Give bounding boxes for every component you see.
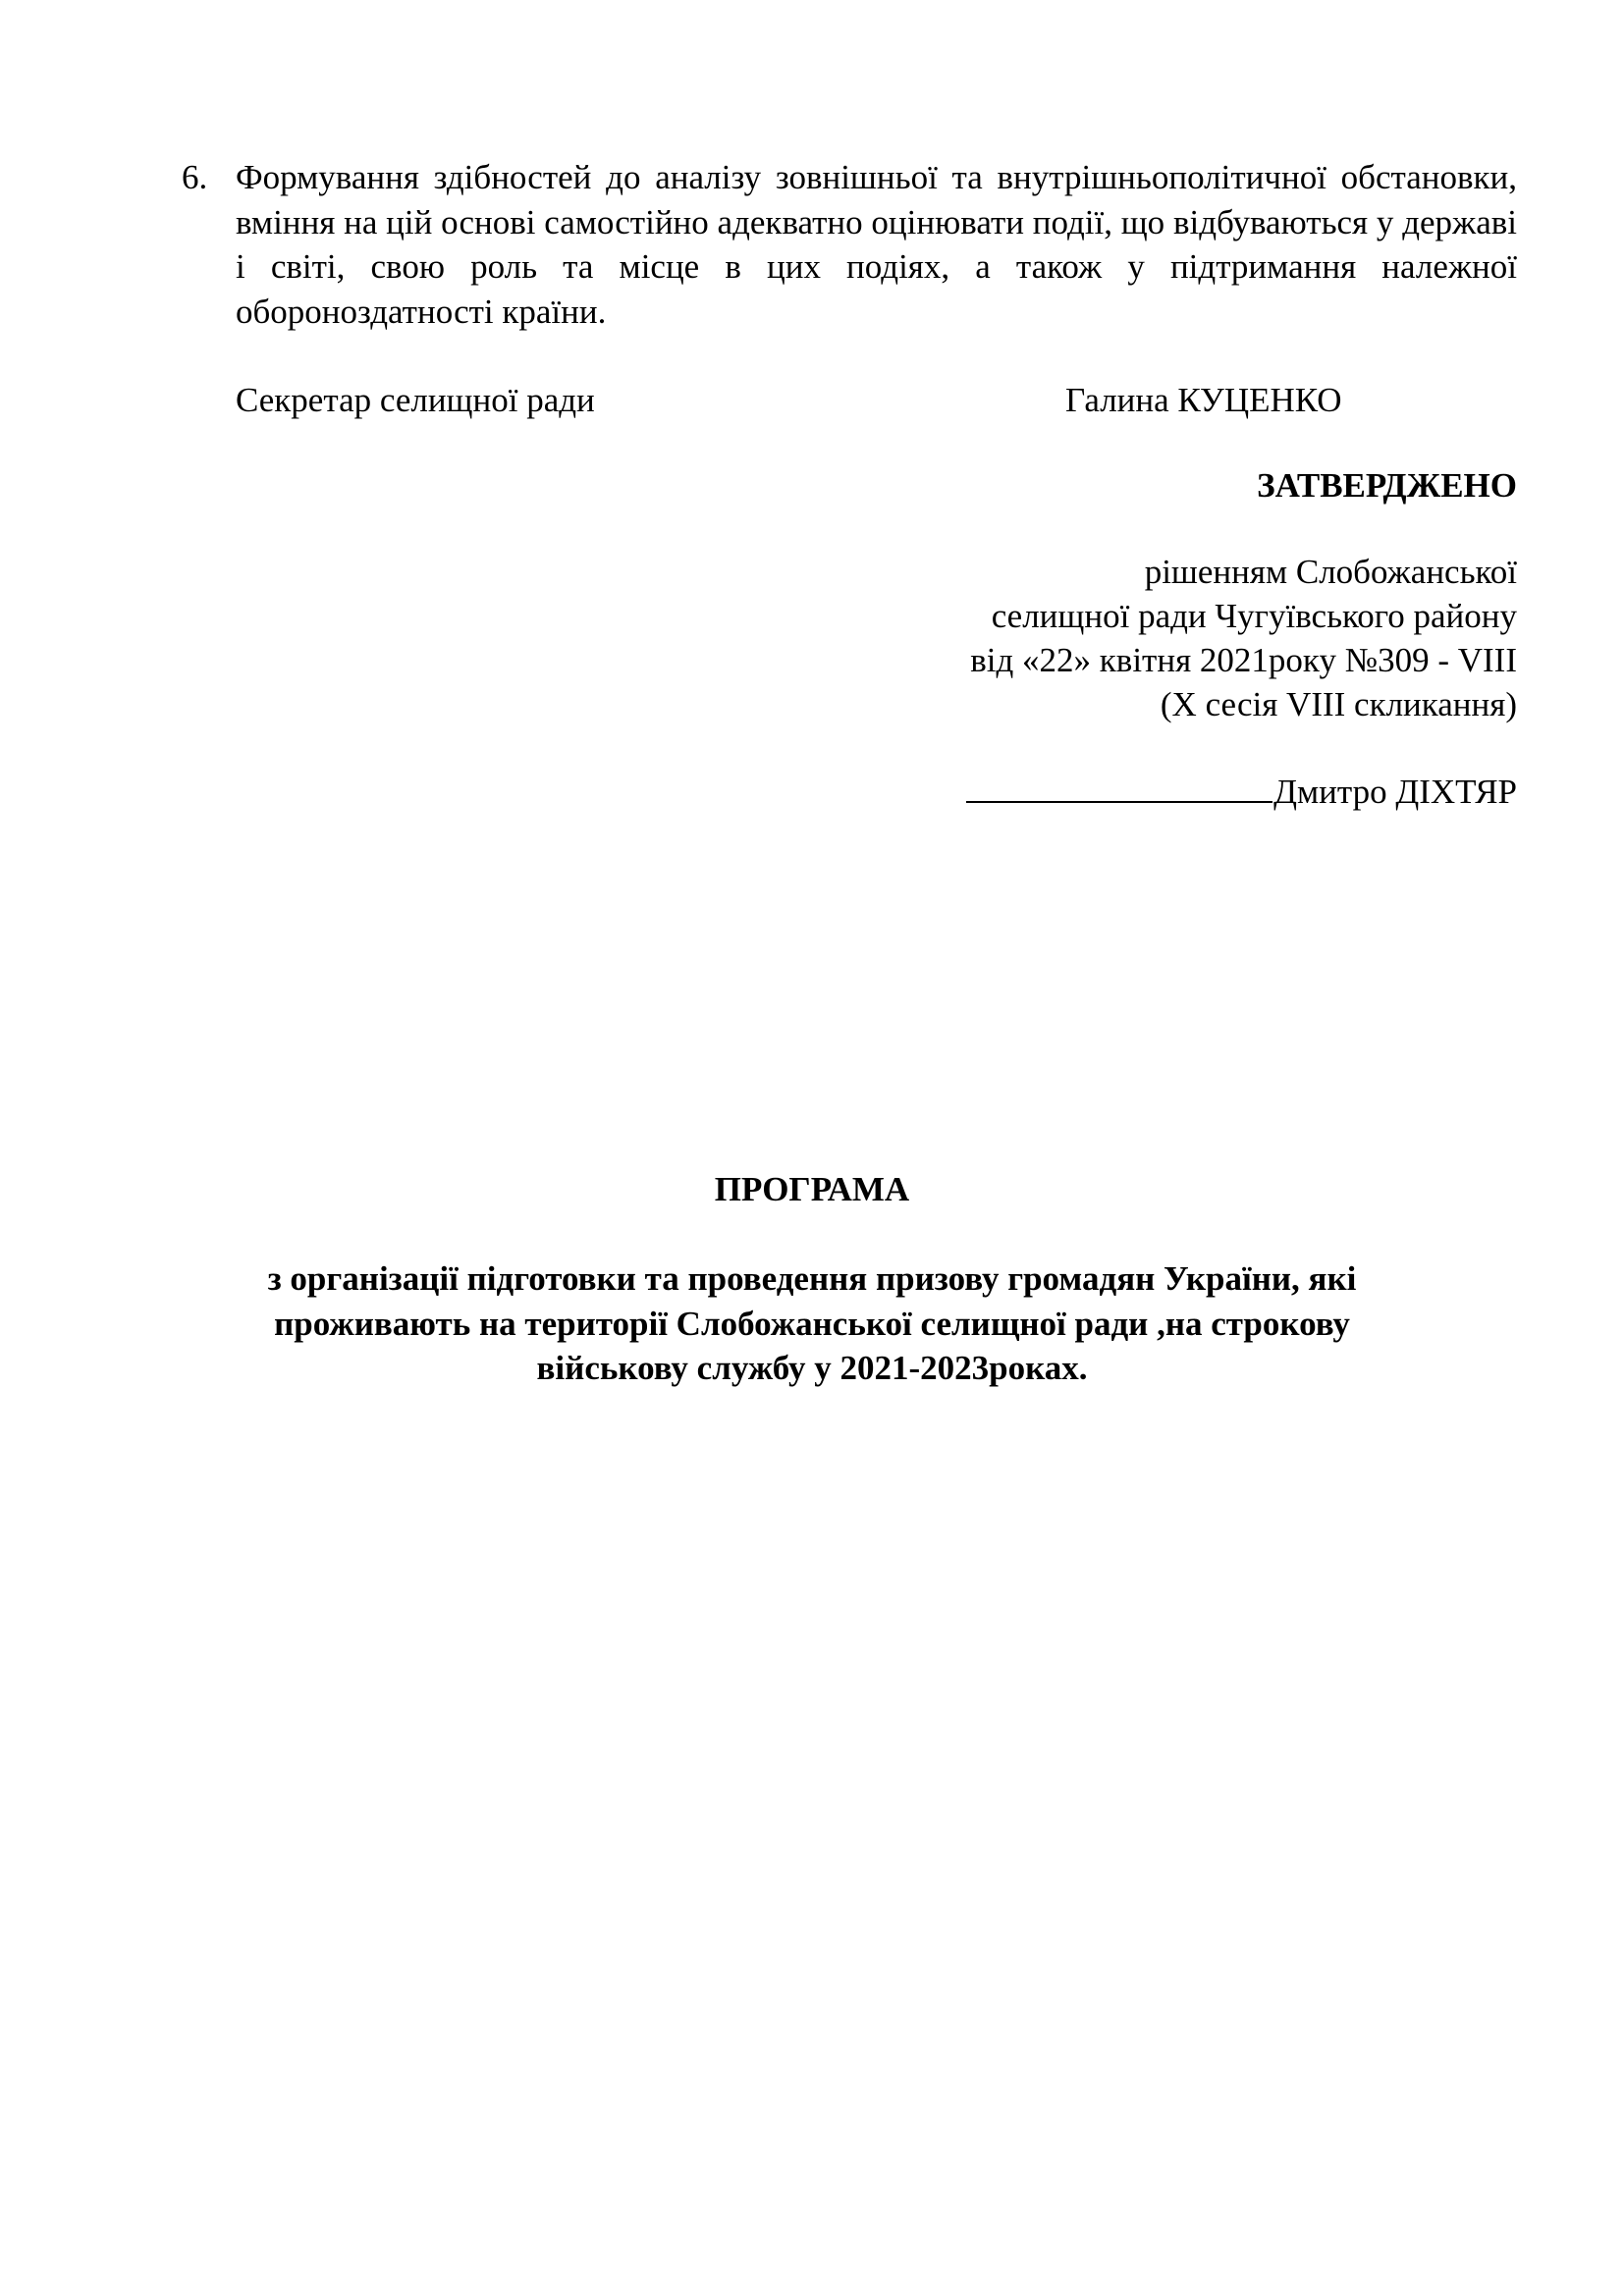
signatory-name: Галина КУЦЕНКО (1065, 381, 1342, 419)
secretary-signature (236, 378, 1517, 425)
list-item-number: 6. (182, 158, 208, 196)
approver-name: Дмитро ДІХТЯР (1273, 773, 1517, 811)
approval-line: (Х сесія VIII скликання) (1160, 685, 1517, 723)
program-title: ПРОГРАМА (714, 1170, 910, 1208)
signatory-role: Секретар селищної ради (236, 381, 595, 419)
approval-line: селищної ради Чугуївського району (991, 597, 1517, 635)
program-subtitle-line: з організації підготовки та проведення призову громадян України, які (267, 1259, 1357, 1298)
approval-details (970, 550, 1517, 726)
approval-line: від «22» квітня 2021року №309 - VIII (970, 641, 1517, 679)
approver-signature (966, 766, 1517, 814)
approved-heading: ЗАТВЕРДЖЕНО (1257, 466, 1517, 505)
program-subtitle-line: проживають на території Слобожанської селищної ради ,на строкову (274, 1304, 1350, 1343)
program-subtitle-line: військову службу у 2021-2023роках. (536, 1349, 1088, 1387)
signature-blank-line (966, 766, 1272, 803)
list-item-text: Формування здібностей до аналізу зовнішньої та внутрішньополітичної обстановки, вміння на цій основі самостійно адекватно оцінювати події, що відбуваються у державі і світі, свою роль та місце в цих подіях, а також у підтримання належної обороноздатності країни. (236, 158, 1517, 331)
program-subtitle (137, 1256, 1487, 1391)
approval-line: рішенням Слобожанської (1144, 553, 1517, 591)
